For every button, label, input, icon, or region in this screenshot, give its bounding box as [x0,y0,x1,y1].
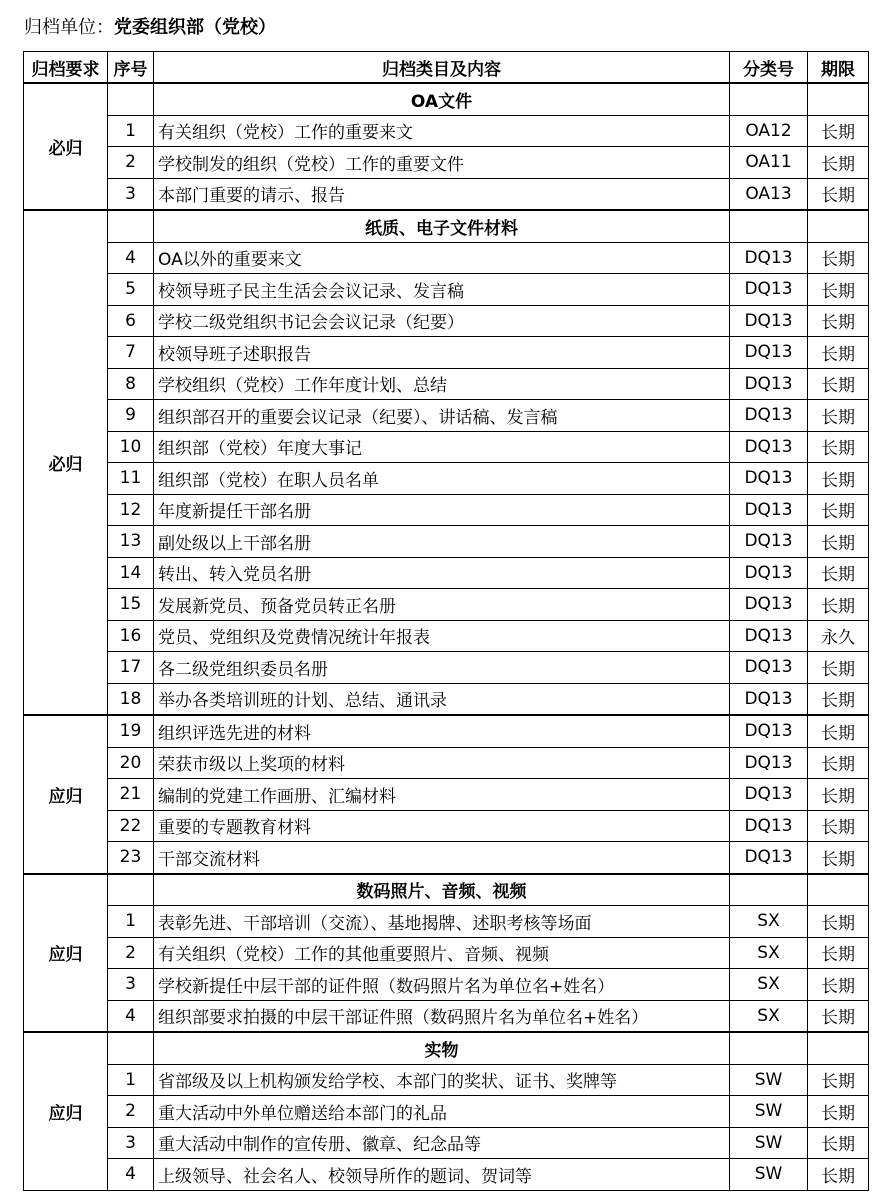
col-header-requirement: 归档要求 [24,52,108,84]
term-cell: 长期 [808,810,869,842]
section-code-cell [730,874,808,906]
code-cell: DQ13 [730,368,808,400]
term-cell: 长期 [808,494,869,526]
table-row [24,747,869,779]
table-row [24,494,869,526]
code-cell: SX [730,937,808,969]
section-title: 实物 [154,1032,730,1064]
seq-cell: 4 [108,1000,154,1032]
content-cell: 有关组织（党校）工作的其他重要照片、音频、视频 [154,937,730,969]
seq-cell: 11 [108,463,154,495]
term-cell: 长期 [808,589,869,621]
code-cell: DQ13 [730,494,808,526]
code-cell: DQ13 [730,274,808,306]
term-cell: 长期 [808,526,869,558]
table-row [24,178,869,210]
seq-cell: 3 [108,969,154,1001]
seq-cell: 19 [108,715,154,747]
section-seq-cell [108,1032,154,1064]
content-cell: 干部交流材料 [154,842,730,874]
code-cell: DQ13 [730,842,808,874]
section-row [24,210,869,242]
term-cell: 长期 [808,115,869,147]
section-row [24,83,869,115]
code-cell: OA12 [730,115,808,147]
seq-cell: 5 [108,274,154,306]
code-cell: DQ13 [730,557,808,589]
code-cell: DQ13 [730,337,808,369]
term-cell: 长期 [808,147,869,179]
content-cell: 荣获市级以上奖项的材料 [154,747,730,779]
term-cell: 长期 [808,274,869,306]
table-row [24,526,869,558]
content-cell: 上级领导、社会名人、校领导所作的题词、贺词等 [154,1159,730,1191]
seq-cell: 1 [108,115,154,147]
code-cell: OA11 [730,147,808,179]
content-cell: 学校制发的组织（党校）工作的重要文件 [154,147,730,179]
content-cell: 年度新提任干部名册 [154,494,730,526]
archive-unit-line [24,16,276,40]
table-row [24,431,869,463]
table-row [24,463,869,495]
table-row [24,620,869,652]
table-row [24,683,869,715]
content-cell: 有关组织（党校）工作的重要来文 [154,115,730,147]
content-cell: 副处级以上干部名册 [154,526,730,558]
content-cell: 发展新党员、预备党员转正名册 [154,589,730,621]
content-cell: 本部门重要的请示、报告 [154,178,730,210]
seq-cell: 21 [108,779,154,811]
section-row [24,1032,869,1064]
code-cell: DQ13 [730,652,808,684]
section-term-cell [808,874,869,906]
section-seq-cell [108,210,154,242]
term-cell: 长期 [808,1159,869,1191]
seq-cell: 2 [108,147,154,179]
requirement-cell: 应归 [24,874,108,1033]
table-row [24,1064,869,1096]
code-cell: SW [730,1096,808,1128]
seq-cell: 18 [108,683,154,715]
seq-cell: 1 [108,906,154,938]
table-row [24,589,869,621]
archive-table [23,51,869,1191]
term-cell: 长期 [808,937,869,969]
seq-cell: 14 [108,557,154,589]
seq-cell: 3 [108,1127,154,1159]
term-cell: 长期 [808,463,869,495]
code-cell: DQ13 [730,242,808,274]
content-cell: OA以外的重要来文 [154,242,730,274]
term-cell: 永久 [808,620,869,652]
archive-unit-label: 归档单位： [24,17,114,38]
code-cell: DQ13 [730,620,808,652]
col-header-seq: 序号 [108,52,154,84]
content-cell: 组织评选先进的材料 [154,715,730,747]
table-row [24,1096,869,1128]
content-cell: 组织部召开的重要会议记录（纪要）、讲话稿、发言稿 [154,400,730,432]
content-cell: 重大活动中制作的宣传册、徽章、纪念品等 [154,1127,730,1159]
content-cell: 各二级党组织委员名册 [154,652,730,684]
term-cell: 长期 [808,842,869,874]
table-row [24,1127,869,1159]
seq-cell: 8 [108,368,154,400]
content-cell: 重要的专题教育材料 [154,810,730,842]
seq-cell: 16 [108,620,154,652]
table-header-row [24,52,869,84]
section-code-cell [730,83,808,115]
seq-cell: 12 [108,494,154,526]
term-cell: 长期 [808,683,869,715]
content-cell: 编制的党建工作画册、汇编材料 [154,779,730,811]
term-cell: 长期 [808,242,869,274]
table-body [24,83,869,1190]
table-row [24,305,869,337]
section-term-cell [808,83,869,115]
section-row [24,874,869,906]
table-row [24,115,869,147]
code-cell: SW [730,1159,808,1191]
table-row [24,715,869,747]
code-cell: DQ13 [730,747,808,779]
seq-cell: 17 [108,652,154,684]
term-cell: 长期 [808,1096,869,1128]
term-cell: 长期 [808,337,869,369]
section-title: OA文件 [154,83,730,115]
table-row [24,1000,869,1032]
archive-unit-value: 党委组织部（党校） [114,17,276,38]
code-cell: DQ13 [730,400,808,432]
seq-cell: 6 [108,305,154,337]
requirement-cell: 应归 [24,1032,108,1190]
requirement-cell: 应归 [24,715,108,874]
code-cell: DQ13 [730,305,808,337]
seq-cell: 23 [108,842,154,874]
table-row [24,842,869,874]
content-cell: 表彰先进、干部培训（交流）、基地揭牌、述职考核等场面 [154,906,730,938]
table-row [24,810,869,842]
seq-cell: 15 [108,589,154,621]
table-row [24,147,869,179]
term-cell: 长期 [808,652,869,684]
seq-cell: 9 [108,400,154,432]
table-row [24,400,869,432]
term-cell: 长期 [808,1064,869,1096]
term-cell: 长期 [808,1000,869,1032]
section-code-cell [730,1032,808,1064]
code-cell: DQ13 [730,463,808,495]
content-cell: 举办各类培训班的计划、总结、通讯录 [154,683,730,715]
section-term-cell [808,210,869,242]
section-seq-cell [108,83,154,115]
table-row [24,242,869,274]
col-header-code: 分类号 [730,52,808,84]
table-row [24,779,869,811]
code-cell: DQ13 [730,589,808,621]
seq-cell: 7 [108,337,154,369]
content-cell: 组织部要求拍摄的中层干部证件照（数码照片名为单位名+姓名） [154,1000,730,1032]
table-row [24,274,869,306]
content-cell: 学校二级党组织书记会会议记录（纪要） [154,305,730,337]
term-cell: 长期 [808,1127,869,1159]
term-cell: 长期 [808,906,869,938]
seq-cell: 2 [108,1096,154,1128]
content-cell: 校领导班子述职报告 [154,337,730,369]
code-cell: DQ13 [730,715,808,747]
seq-cell: 10 [108,431,154,463]
content-cell: 省部级及以上机构颁发给学校、本部门的奖状、证书、奖牌等 [154,1064,730,1096]
content-cell: 学校新提任中层干部的证件照（数码照片名为单位名+姓名） [154,969,730,1001]
content-cell: 转出、转入党员名册 [154,557,730,589]
code-cell: SX [730,969,808,1001]
seq-cell: 20 [108,747,154,779]
section-term-cell [808,1032,869,1064]
requirement-cell: 必归 [24,83,108,210]
seq-cell: 1 [108,1064,154,1096]
code-cell: DQ13 [730,526,808,558]
code-cell: SX [730,1000,808,1032]
table-row [24,1159,869,1191]
code-cell: DQ13 [730,779,808,811]
content-cell: 组织部（党校）年度大事记 [154,431,730,463]
table-row [24,368,869,400]
seq-cell: 22 [108,810,154,842]
code-cell: DQ13 [730,683,808,715]
term-cell: 长期 [808,368,869,400]
content-cell: 学校组织（党校）工作年度计划、总结 [154,368,730,400]
seq-cell: 4 [108,242,154,274]
code-cell: DQ13 [730,431,808,463]
code-cell: DQ13 [730,810,808,842]
table-row [24,906,869,938]
content-cell: 校领导班子民主生活会会议记录、发言稿 [154,274,730,306]
table-row [24,969,869,1001]
seq-cell: 2 [108,937,154,969]
content-cell: 党员、党组织及党费情况统计年报表 [154,620,730,652]
seq-cell: 3 [108,178,154,210]
code-cell: OA13 [730,178,808,210]
term-cell: 长期 [808,557,869,589]
term-cell: 长期 [808,305,869,337]
table-row [24,557,869,589]
term-cell: 长期 [808,400,869,432]
table-row [24,337,869,369]
col-header-term: 期限 [808,52,869,84]
content-cell: 组织部（党校）在职人员名单 [154,463,730,495]
section-title: 纸质、电子文件材料 [154,210,730,242]
term-cell: 长期 [808,779,869,811]
term-cell: 长期 [808,715,869,747]
seq-cell: 4 [108,1159,154,1191]
table-row [24,652,869,684]
table-row [24,937,869,969]
seq-cell: 13 [108,526,154,558]
term-cell: 长期 [808,969,869,1001]
requirement-cell: 必归 [24,210,108,715]
code-cell: SX [730,906,808,938]
code-cell: SW [730,1064,808,1096]
col-header-content: 归档类目及内容 [154,52,730,84]
term-cell: 长期 [808,747,869,779]
section-code-cell [730,210,808,242]
section-seq-cell [108,874,154,906]
content-cell: 重大活动中外单位赠送给本部门的礼品 [154,1096,730,1128]
term-cell: 长期 [808,178,869,210]
code-cell: SW [730,1127,808,1159]
section-title: 数码照片、音频、视频 [154,874,730,906]
term-cell: 长期 [808,431,869,463]
